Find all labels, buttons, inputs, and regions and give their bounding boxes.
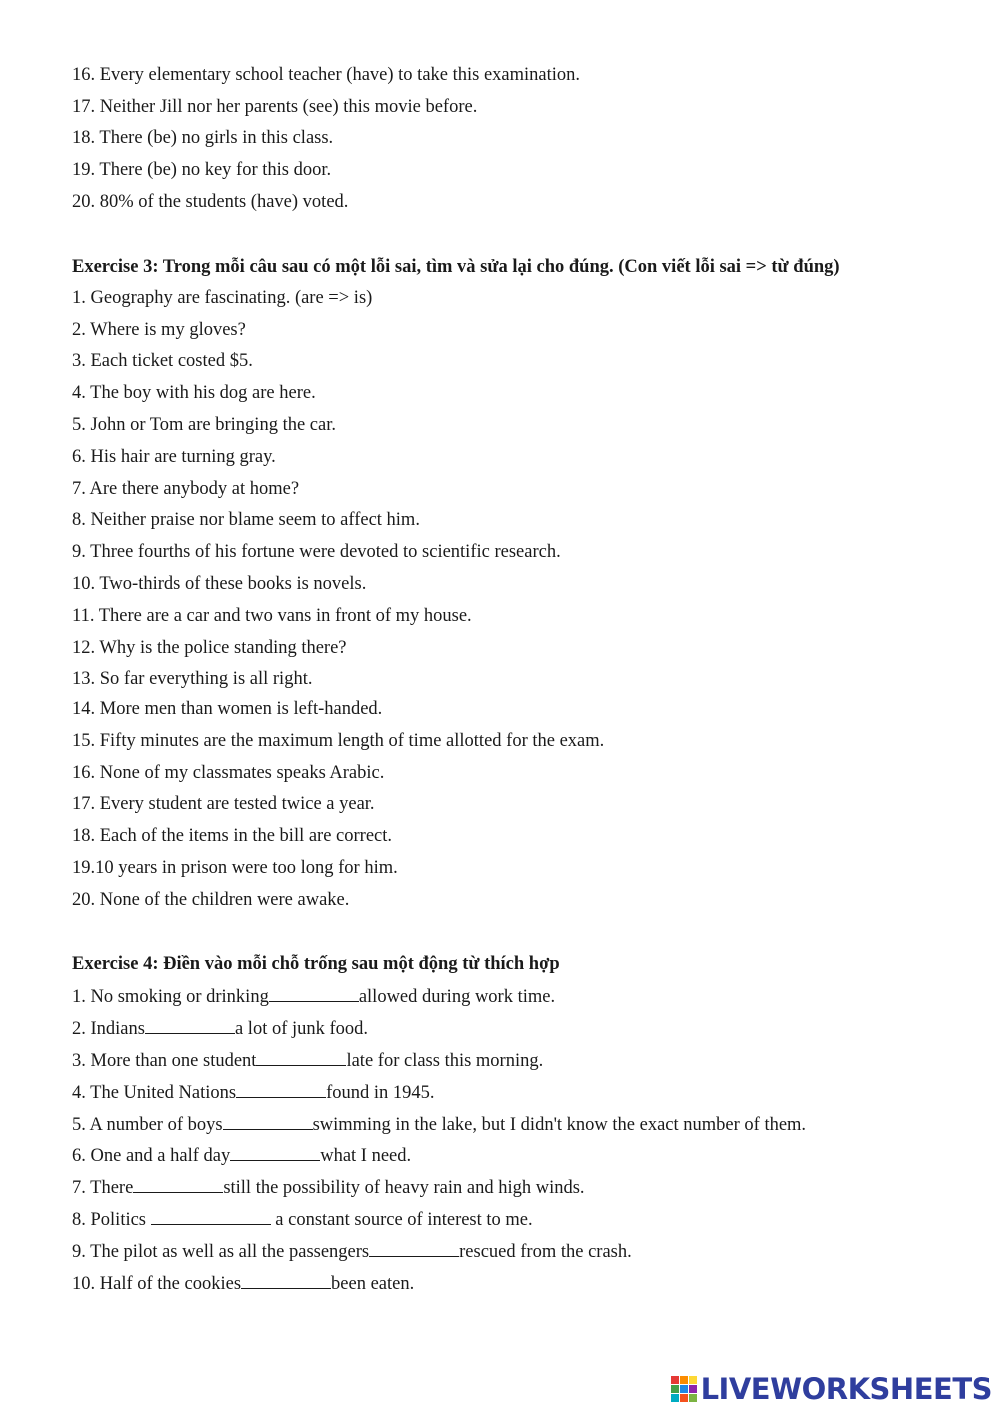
logo-tile [680,1394,688,1402]
ex4-item-6: 6. One and a half day what I need. [72,1143,411,1165]
logo-text: LIVEWORKSHEETS [700,1372,992,1406]
ex3-item-8: 8. Neither praise nor blame seem to affect him. [72,510,420,530]
answer-blank-3[interactable] [256,1048,346,1066]
answer-blank-2[interactable] [145,1016,235,1034]
logo-tile [689,1385,697,1393]
logo-tile [689,1394,697,1402]
liveworksheets-logo [671,1371,992,1407]
answer-blank-7[interactable] [133,1175,223,1193]
ex3-item-14: 14. More men than women is left-handed. [72,699,383,719]
ex2-item-16: 16. Every elementary school teacher (have) to take this examination. [72,65,581,85]
logo-tile [680,1385,688,1393]
ex3-item-1: 1. Geography are fascinating. (are => is) [72,288,373,308]
ex3-item-11: 11. There are a car and two vans in front of my house. [72,606,472,626]
logo-tile [671,1385,679,1393]
ex4-item-4: 4. The United Nations found in 1945. [72,1080,435,1102]
answer-blank-5[interactable] [223,1112,313,1130]
ex4-item-9: 9. The pilot as well as all the passengers rescued from the crash. [72,1239,632,1261]
ex3-item-16: 16. None of my classmates speaks Arabic. [72,763,385,783]
logo-tile [671,1376,679,1384]
answer-blank-6[interactable] [230,1143,320,1161]
ex3-item-10: 10. Two-thirds of these books is novels. [72,574,367,594]
ex2-item-20: 20. 80% of the students (have) voted. [72,192,349,212]
ex2-item-19: 19. There (be) no key for this door. [72,160,332,180]
ex3-item-20: 20. None of the children were awake. [72,890,350,910]
ex3-item-19: 19.10 years in prison were too long for him. [72,858,398,878]
ex3-item-18: 18. Each of the items in the bill are correct. [72,826,393,846]
logo-tile [680,1376,688,1384]
ex3-item-5: 5. John or Tom are bringing the car. [72,415,336,435]
answer-blank-9[interactable] [369,1239,459,1257]
ex3-item-6: 6. His hair are turning gray. [72,447,276,467]
ex4-item-7: 7. There still the possibility of heavy rain and high winds. [72,1175,585,1197]
answer-blank-1[interactable] [269,984,359,1002]
ex4-item-10: 10. Half of the cookies been eaten. [72,1271,414,1293]
ex4-item-3: 3. More than one student late for class this morning. [72,1048,543,1070]
answer-blank-8[interactable] [151,1207,271,1225]
ex3-item-4: 4. The boy with his dog are here. [72,383,316,403]
exercise-3-heading: Exercise 3: Trong mỗi câu sau có một lỗi sai, tìm và sửa lại cho đúng. (Con viết lỗi sai => từ đúng) [72,257,840,277]
ex3-item-12: 12. Why is the police standing there? [72,638,347,658]
answer-blank-4[interactable] [236,1080,326,1098]
ex3-item-7: 7. Are there anybody at home? [72,479,300,499]
ex2-item-17: 17. Neither Jill nor her parents (see) this movie before. [72,97,478,117]
ex3-item-9: 9. Three fourths of his fortune were devoted to scientific research. [72,542,561,562]
ex3-item-13: 13. So far everything is all right. [72,669,313,689]
logo-tile [671,1394,679,1402]
ex3-item-15: 15. Fifty minutes are the maximum length of time allotted for the exam. [72,731,605,751]
ex4-item-1: 1. No smoking or drinking allowed during work time. [72,984,555,1006]
ex3-item-17: 17. Every student are tested twice a year. [72,794,375,814]
ex4-item-8: 8. Politics a constant source of interest to me. [72,1207,533,1229]
ex4-item-5: 5. A number of boys swimming in the lake, but I didn't know the exact number of them. [72,1112,806,1134]
answer-blank-10[interactable] [241,1271,331,1289]
exercise-4-heading: Exercise 4: Điền vào mỗi chỗ trống sau một động từ thích hợp [72,954,560,974]
ex4-item-2: 2. Indians a lot of junk food. [72,1016,368,1038]
logo-tile [689,1376,697,1384]
ex2-item-18: 18. There (be) no girls in this class. [72,128,334,148]
ex3-item-3: 3. Each ticket costed $5. [72,351,253,371]
logo-mark-icon [671,1376,697,1402]
ex3-item-2: 2. Where is my gloves? [72,320,246,340]
